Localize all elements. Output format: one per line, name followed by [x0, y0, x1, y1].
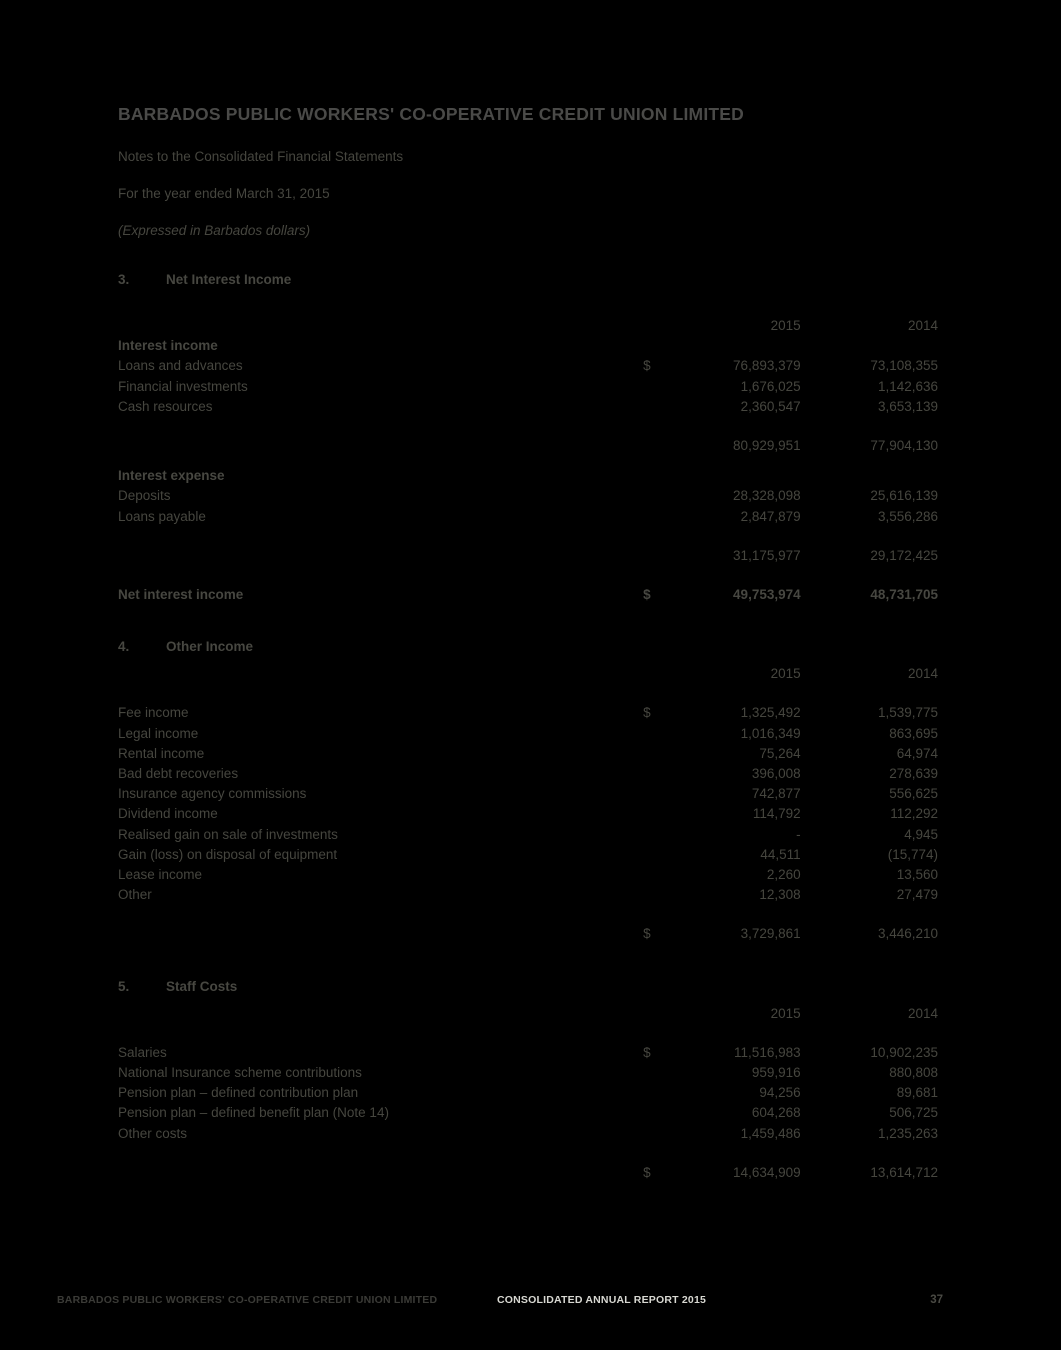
value-2015: 31,175,977	[733, 547, 801, 563]
value-2014: 77,904,130	[870, 438, 938, 454]
row-label: Lease income	[118, 867, 203, 883]
table-row	[118, 845, 938, 865]
value-2014: 506,725	[889, 1105, 938, 1121]
value-2014: 3,653,139	[877, 398, 938, 414]
value-2014: 4,945	[904, 826, 938, 842]
value-2014: 29,172,425	[870, 547, 938, 563]
value-2014: 73,108,355	[870, 358, 938, 374]
currency-symbol	[643, 825, 669, 845]
currency-symbol	[643, 744, 669, 764]
currency-symbol	[643, 804, 669, 824]
document-subtitle: Notes to the Consolidated Financial Statements	[118, 149, 404, 164]
row-label: Rental income	[118, 745, 205, 761]
value-2015: 11,516,983	[734, 1044, 801, 1060]
value-2015: 12,308	[759, 887, 801, 903]
document-period: For the year ended March 31, 2015	[118, 186, 330, 201]
row-label: Other costs	[118, 1125, 188, 1141]
table-row	[118, 1043, 938, 1063]
table-row	[118, 1083, 938, 1103]
row-label	[118, 924, 643, 944]
row-label: Insurance agency commissions	[118, 786, 307, 802]
column-header-2015: 2015	[770, 318, 801, 333]
note-3-block	[118, 272, 938, 605]
row-label: Loans payable	[118, 508, 206, 524]
note-4-table	[118, 664, 938, 944]
row-label: Pension plan – defined benefit plan (Note 14)	[118, 1105, 389, 1121]
table-row	[118, 744, 938, 764]
value-2014: 278,639	[889, 766, 938, 782]
value-2015: 2,847,879	[740, 508, 801, 524]
note-4-title: Other Income	[166, 639, 254, 655]
table-row	[118, 885, 938, 905]
column-header-2015: 2015	[770, 666, 801, 682]
subtotal-row	[118, 436, 938, 456]
note-4-number: 4.	[118, 639, 130, 655]
value-2014: 1,142,636	[877, 378, 938, 394]
value-2015: 1,459,486	[740, 1125, 801, 1141]
value-2015: 44,511	[760, 846, 801, 862]
note-5-number: 5.	[118, 978, 130, 994]
note-3-table	[118, 297, 938, 605]
currency-symbol	[643, 1103, 669, 1123]
page-number: 37	[930, 1294, 943, 1306]
value-2014: 863,695	[889, 725, 938, 741]
table-row	[118, 507, 938, 527]
table-row	[118, 377, 938, 397]
section-heading-row	[118, 466, 938, 486]
value-2014: 3,556,286	[877, 508, 938, 524]
column-header-2014: 2014	[907, 318, 938, 333]
currency-symbol	[643, 377, 669, 397]
row-label: Salaries	[118, 1044, 167, 1060]
value-2014: 880,808	[889, 1065, 938, 1081]
currency-symbol	[643, 397, 669, 417]
value-2015: 1,016,349	[740, 725, 801, 741]
row-label: Net interest income	[118, 587, 244, 603]
table-header-row	[118, 1004, 938, 1024]
interest-income-heading: Interest income	[118, 338, 218, 354]
value-2014: 556,625	[889, 786, 938, 802]
value-2015: 2,260	[766, 867, 801, 883]
document-currency-note: (Expressed in Barbados dollars)	[118, 223, 311, 238]
note-5-block	[118, 979, 938, 1183]
value-2015: 1,676,025	[740, 378, 801, 394]
table-row	[118, 356, 938, 376]
table-row	[118, 825, 938, 845]
currency-symbol	[643, 724, 669, 744]
row-label	[118, 546, 643, 566]
value-2014: 27,479	[896, 887, 938, 903]
value-2014: 1,235,263	[877, 1125, 938, 1141]
table-row	[118, 764, 938, 784]
table-row	[118, 1103, 938, 1123]
currency-symbol	[643, 507, 669, 527]
row-label	[118, 1163, 643, 1183]
total-row	[118, 924, 938, 944]
footer-report-name: CONSOLIDATED ANNUAL REPORT 2015	[497, 1294, 707, 1306]
note-4-heading	[118, 639, 938, 654]
table-row	[118, 397, 938, 417]
value-2014: 1,539,775	[877, 705, 938, 721]
note-3-number: 3.	[118, 272, 130, 287]
currency-symbol	[643, 1063, 669, 1083]
section-heading-row	[118, 336, 938, 356]
table-row	[118, 804, 938, 824]
page-content	[118, 104, 938, 1183]
table-row	[118, 724, 938, 744]
value-2014: 48,731,705	[870, 587, 938, 603]
note-5-title: Staff Costs	[166, 978, 238, 994]
value-2015: 14,634,909	[733, 1164, 801, 1180]
currency-symbol	[643, 546, 669, 566]
table-row	[118, 1124, 938, 1144]
subtotal-row	[118, 546, 938, 566]
value-2015: 49,753,974	[733, 587, 801, 603]
footer-company-name: BARBADOS PUBLIC WORKERS' CO-OPERATIVE CREDIT UNION LIMITED	[57, 1294, 438, 1306]
table-row	[118, 865, 938, 885]
row-label: Financial investments	[118, 378, 248, 394]
value-2015: 959,916	[751, 1065, 801, 1081]
value-2015: 28,328,098	[733, 488, 801, 504]
currency-symbol	[643, 764, 669, 784]
table-row	[118, 784, 938, 804]
row-label: Bad debt recoveries	[118, 766, 239, 782]
table-header-row	[118, 664, 938, 684]
value-2014: (15,774)	[887, 846, 938, 862]
note-4-block	[118, 639, 938, 944]
currency-symbol	[643, 784, 669, 804]
row-label: Pension plan – defined contribution plan	[118, 1085, 359, 1101]
value-2015: 1,325,492	[740, 705, 801, 721]
page-footer	[0, 1294, 1061, 1314]
currency-symbol	[643, 486, 669, 506]
currency-symbol	[643, 1124, 669, 1144]
value-2015: 75,264	[759, 745, 801, 761]
value-2014: 64,974	[896, 745, 938, 761]
value-2014: 112,292	[890, 806, 938, 822]
currency-symbol: $	[643, 926, 651, 942]
row-label: Deposits	[118, 488, 171, 504]
value-2014: 3,446,210	[877, 926, 938, 942]
value-2015: -	[796, 826, 801, 842]
row-label: Realised gain on sale of investments	[118, 826, 338, 842]
total-row	[118, 1163, 938, 1183]
value-2015: 396,008	[751, 766, 801, 782]
value-2015: 3,729,861	[740, 926, 801, 942]
value-2015: 604,268	[751, 1105, 801, 1121]
row-label: Legal income	[118, 725, 199, 741]
value-2014: 10,902,235	[870, 1044, 938, 1060]
note-5-heading	[118, 979, 938, 994]
table-header-row	[118, 316, 938, 336]
currency-symbol: $	[643, 705, 651, 721]
value-2015: 114,792	[752, 806, 801, 822]
currency-symbol	[643, 1083, 669, 1103]
value-2014: 25,616,139	[870, 488, 938, 504]
currency-symbol: $	[643, 358, 651, 374]
table-row	[118, 1063, 938, 1083]
row-label: Loans and advances	[118, 358, 243, 374]
currency-symbol	[643, 845, 669, 865]
value-2015: 76,893,379	[733, 358, 801, 374]
currency-symbol: $	[643, 1044, 651, 1060]
row-label: Cash resources	[118, 398, 213, 414]
table-row	[118, 486, 938, 506]
row-label: Other	[118, 887, 152, 903]
page-title: BARBADOS PUBLIC WORKERS' CO-OPERATIVE CREDIT UNION LIMITED	[118, 104, 744, 124]
row-label: National Insurance scheme contributions	[118, 1065, 362, 1081]
note-5-table	[118, 1004, 938, 1183]
row-label: Dividend income	[118, 806, 218, 822]
row-label: Gain (loss) on disposal of equipment	[118, 846, 338, 862]
value-2014: 89,681	[896, 1085, 938, 1101]
table-row	[118, 703, 938, 723]
row-label	[118, 436, 643, 456]
total-row	[118, 585, 938, 605]
note-3-title: Net Interest Income	[166, 272, 292, 287]
row-label: Fee income	[118, 705, 189, 721]
note-3-heading	[118, 272, 938, 287]
column-header-2014: 2014	[907, 1005, 938, 1021]
currency-symbol	[643, 436, 669, 456]
interest-expense-heading: Interest expense	[118, 468, 225, 484]
value-2014: 13,560	[896, 867, 938, 883]
currency-symbol: $	[643, 587, 651, 603]
currency-symbol	[643, 885, 669, 905]
value-2015: 742,877	[751, 786, 801, 802]
value-2015: 2,360,547	[740, 398, 801, 414]
currency-symbol	[643, 865, 669, 885]
currency-symbol: $	[643, 1164, 651, 1180]
column-header-2015: 2015	[770, 1005, 801, 1021]
value-2014: 13,614,712	[870, 1164, 938, 1180]
value-2015: 80,929,951	[733, 438, 801, 454]
value-2015: 94,256	[759, 1085, 801, 1101]
column-header-2014: 2014	[907, 666, 938, 682]
